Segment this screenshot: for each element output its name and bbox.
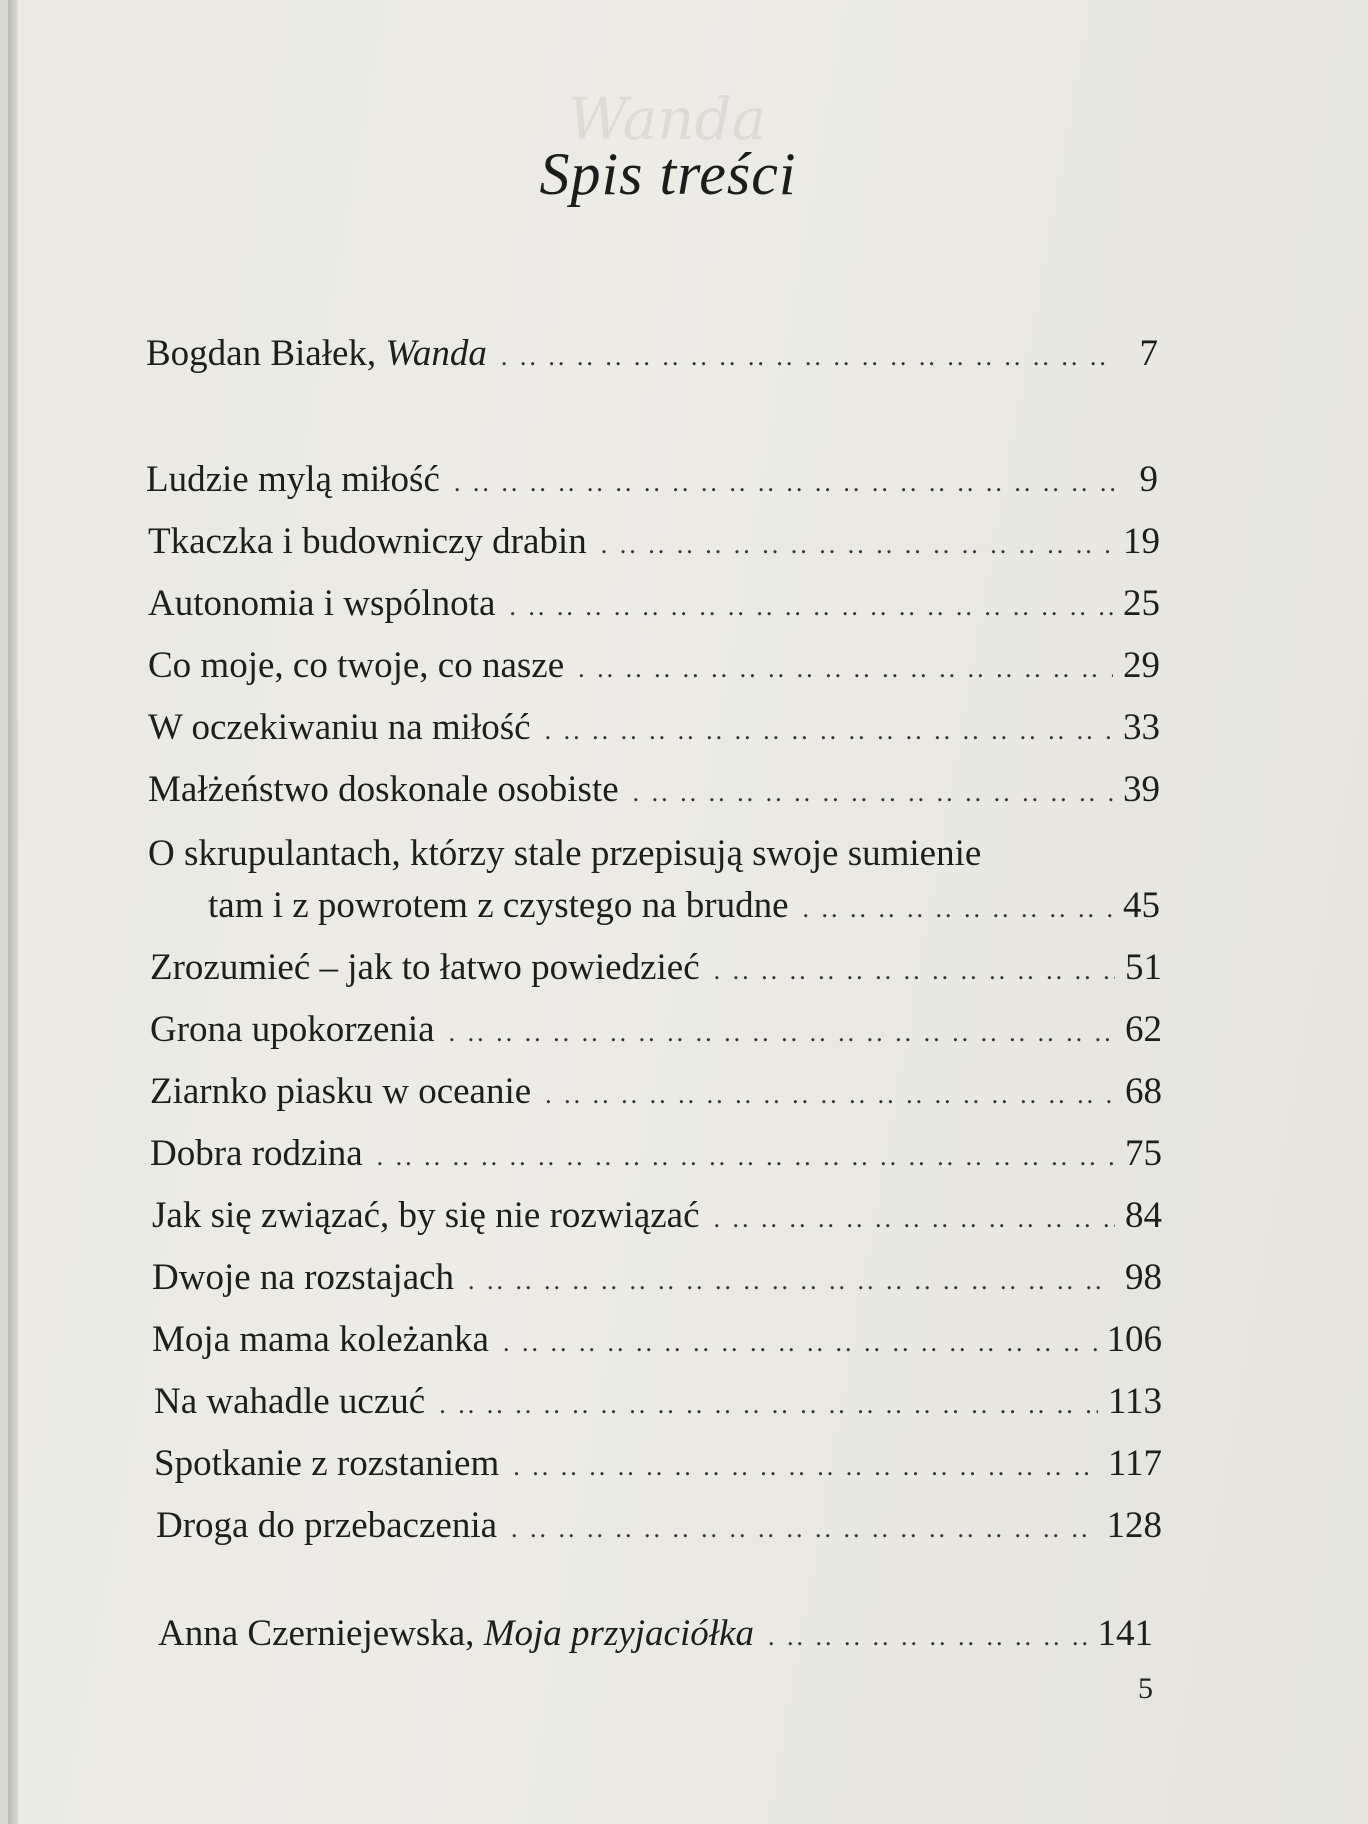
toc-entry-work: Moja przyjaciółka <box>483 1613 754 1654</box>
toc-entry-title: Spotkanie z rozstaniem <box>154 1443 500 1484</box>
toc-entry <box>154 1442 1162 1485</box>
dot-leader <box>578 654 1113 684</box>
toc-entry-title: Na wahadle uczuć <box>154 1381 426 1422</box>
toc-entry <box>152 1256 1162 1299</box>
dot-leader <box>601 530 1113 560</box>
toc-entry-title: Grona upokorzenia <box>150 1009 435 1050</box>
book-page <box>8 0 1368 1824</box>
toc-entry-page: 45 <box>1123 885 1160 926</box>
toc-entry <box>152 1194 1162 1237</box>
toc-entry-title: W oczekiwaniu na miłość <box>148 707 531 748</box>
dot-leader <box>377 1142 1115 1172</box>
dot-leader <box>545 1080 1115 1110</box>
toc-entry <box>148 582 1160 625</box>
toc-entry-title-line2: tam i z powrotem z czystego na brudne <box>208 885 789 926</box>
toc-entry <box>146 332 1158 375</box>
toc-entry <box>148 520 1160 563</box>
toc-entry-title: Dobra rodzina <box>150 1133 363 1174</box>
toc-entry-page: 7 <box>1139 333 1158 374</box>
toc-entry-page: 98 <box>1125 1257 1162 1298</box>
toc-entry-title: Dwoje na rozstajach <box>152 1257 455 1298</box>
toc-entry-title <box>146 332 487 375</box>
dot-leader <box>449 1018 1115 1048</box>
bleed-through-heading: Wanda <box>568 85 767 153</box>
dot-leader <box>633 778 1113 808</box>
toc-entry-work: Wanda <box>385 333 487 374</box>
toc-entry-page: 33 <box>1123 707 1160 748</box>
toc-entry-title: Zrozumieć – jak to łatwo powiedzieć <box>150 947 700 988</box>
toc-entry-page: 25 <box>1123 583 1160 624</box>
dot-leader <box>511 1514 1096 1544</box>
toc-entry-page: 39 <box>1123 769 1160 810</box>
toc-entry-page: 117 <box>1107 1443 1162 1484</box>
toc-entry <box>208 884 1160 927</box>
toc-entry <box>158 1612 1153 1655</box>
toc-entry-page: 19 <box>1123 521 1160 562</box>
toc-entry <box>150 1132 1162 1175</box>
dot-leader <box>468 1266 1115 1296</box>
toc-entry <box>154 1380 1162 1423</box>
toc-entry-page: 106 <box>1106 1319 1162 1360</box>
dot-leader <box>545 716 1113 746</box>
toc-entry-page: 68 <box>1125 1071 1162 1112</box>
dot-leader <box>454 468 1118 498</box>
toc-entry-page: 84 <box>1125 1195 1162 1236</box>
toc-entry <box>148 768 1160 811</box>
toc-entry <box>150 1008 1162 1051</box>
toc-entry-page: 29 <box>1123 645 1160 686</box>
toc-entry <box>148 644 1160 687</box>
dot-leader <box>509 592 1113 622</box>
table-of-contents <box>8 0 1368 1824</box>
toc-entry <box>156 1504 1162 1547</box>
dot-leader <box>439 1390 1098 1420</box>
toc-entry-page: 75 <box>1125 1133 1162 1174</box>
toc-entry-title: Ziarnko piasku w oceanie <box>150 1071 532 1112</box>
toc-entry <box>150 946 1162 989</box>
toc-entry-page: 51 <box>1125 947 1162 988</box>
toc-entry-title: Co moje, co twoje, co nasze <box>148 645 565 686</box>
toc-entry <box>152 1318 1162 1361</box>
toc-entry-page: 113 <box>1107 1381 1162 1422</box>
dot-leader <box>803 894 1114 924</box>
toc-entry-title: Droga do przebaczenia <box>156 1505 498 1546</box>
toc-entry-title: Tkaczka i budowniczy drabin <box>148 521 587 562</box>
toc-entry-author: Bogdan Białek, <box>146 333 386 374</box>
toc-entry-title: Małżeństwo doskonale osobiste <box>148 769 619 810</box>
page-number: 5 <box>1138 1672 1153 1705</box>
toc-entry-title <box>158 1612 754 1655</box>
toc-entry <box>146 458 1158 501</box>
toc-entry <box>150 1070 1162 1113</box>
toc-entry-title: Ludzie mylą miłość <box>146 459 440 500</box>
toc-entry-title: Moja mama koleżanka <box>152 1319 489 1360</box>
dot-leader <box>714 956 1115 986</box>
dot-leader <box>768 1622 1088 1652</box>
toc-entry-page: 141 <box>1097 1613 1153 1654</box>
toc-entry-author: Anna Czerniejewska, <box>158 1613 484 1654</box>
dot-leader <box>501 342 1118 372</box>
toc-entry-title-line1: O skrupulantach, którzy stale przepisują swoje sumienie <box>148 833 982 874</box>
dot-leader <box>513 1452 1098 1482</box>
toc-entry-page: 128 <box>1106 1505 1162 1546</box>
toc-entry-title: Autonomia i wspólnota <box>148 583 496 624</box>
toc-entry <box>148 706 1160 749</box>
dot-leader <box>714 1204 1115 1234</box>
toc-entry-page: 9 <box>1139 459 1158 500</box>
dot-leader <box>503 1328 1097 1358</box>
toc-entry-page: 62 <box>1125 1009 1162 1050</box>
toc-entry-title: Jak się związać, by się nie rozwiązać <box>152 1195 700 1236</box>
page-title: Spis treści <box>539 141 797 207</box>
